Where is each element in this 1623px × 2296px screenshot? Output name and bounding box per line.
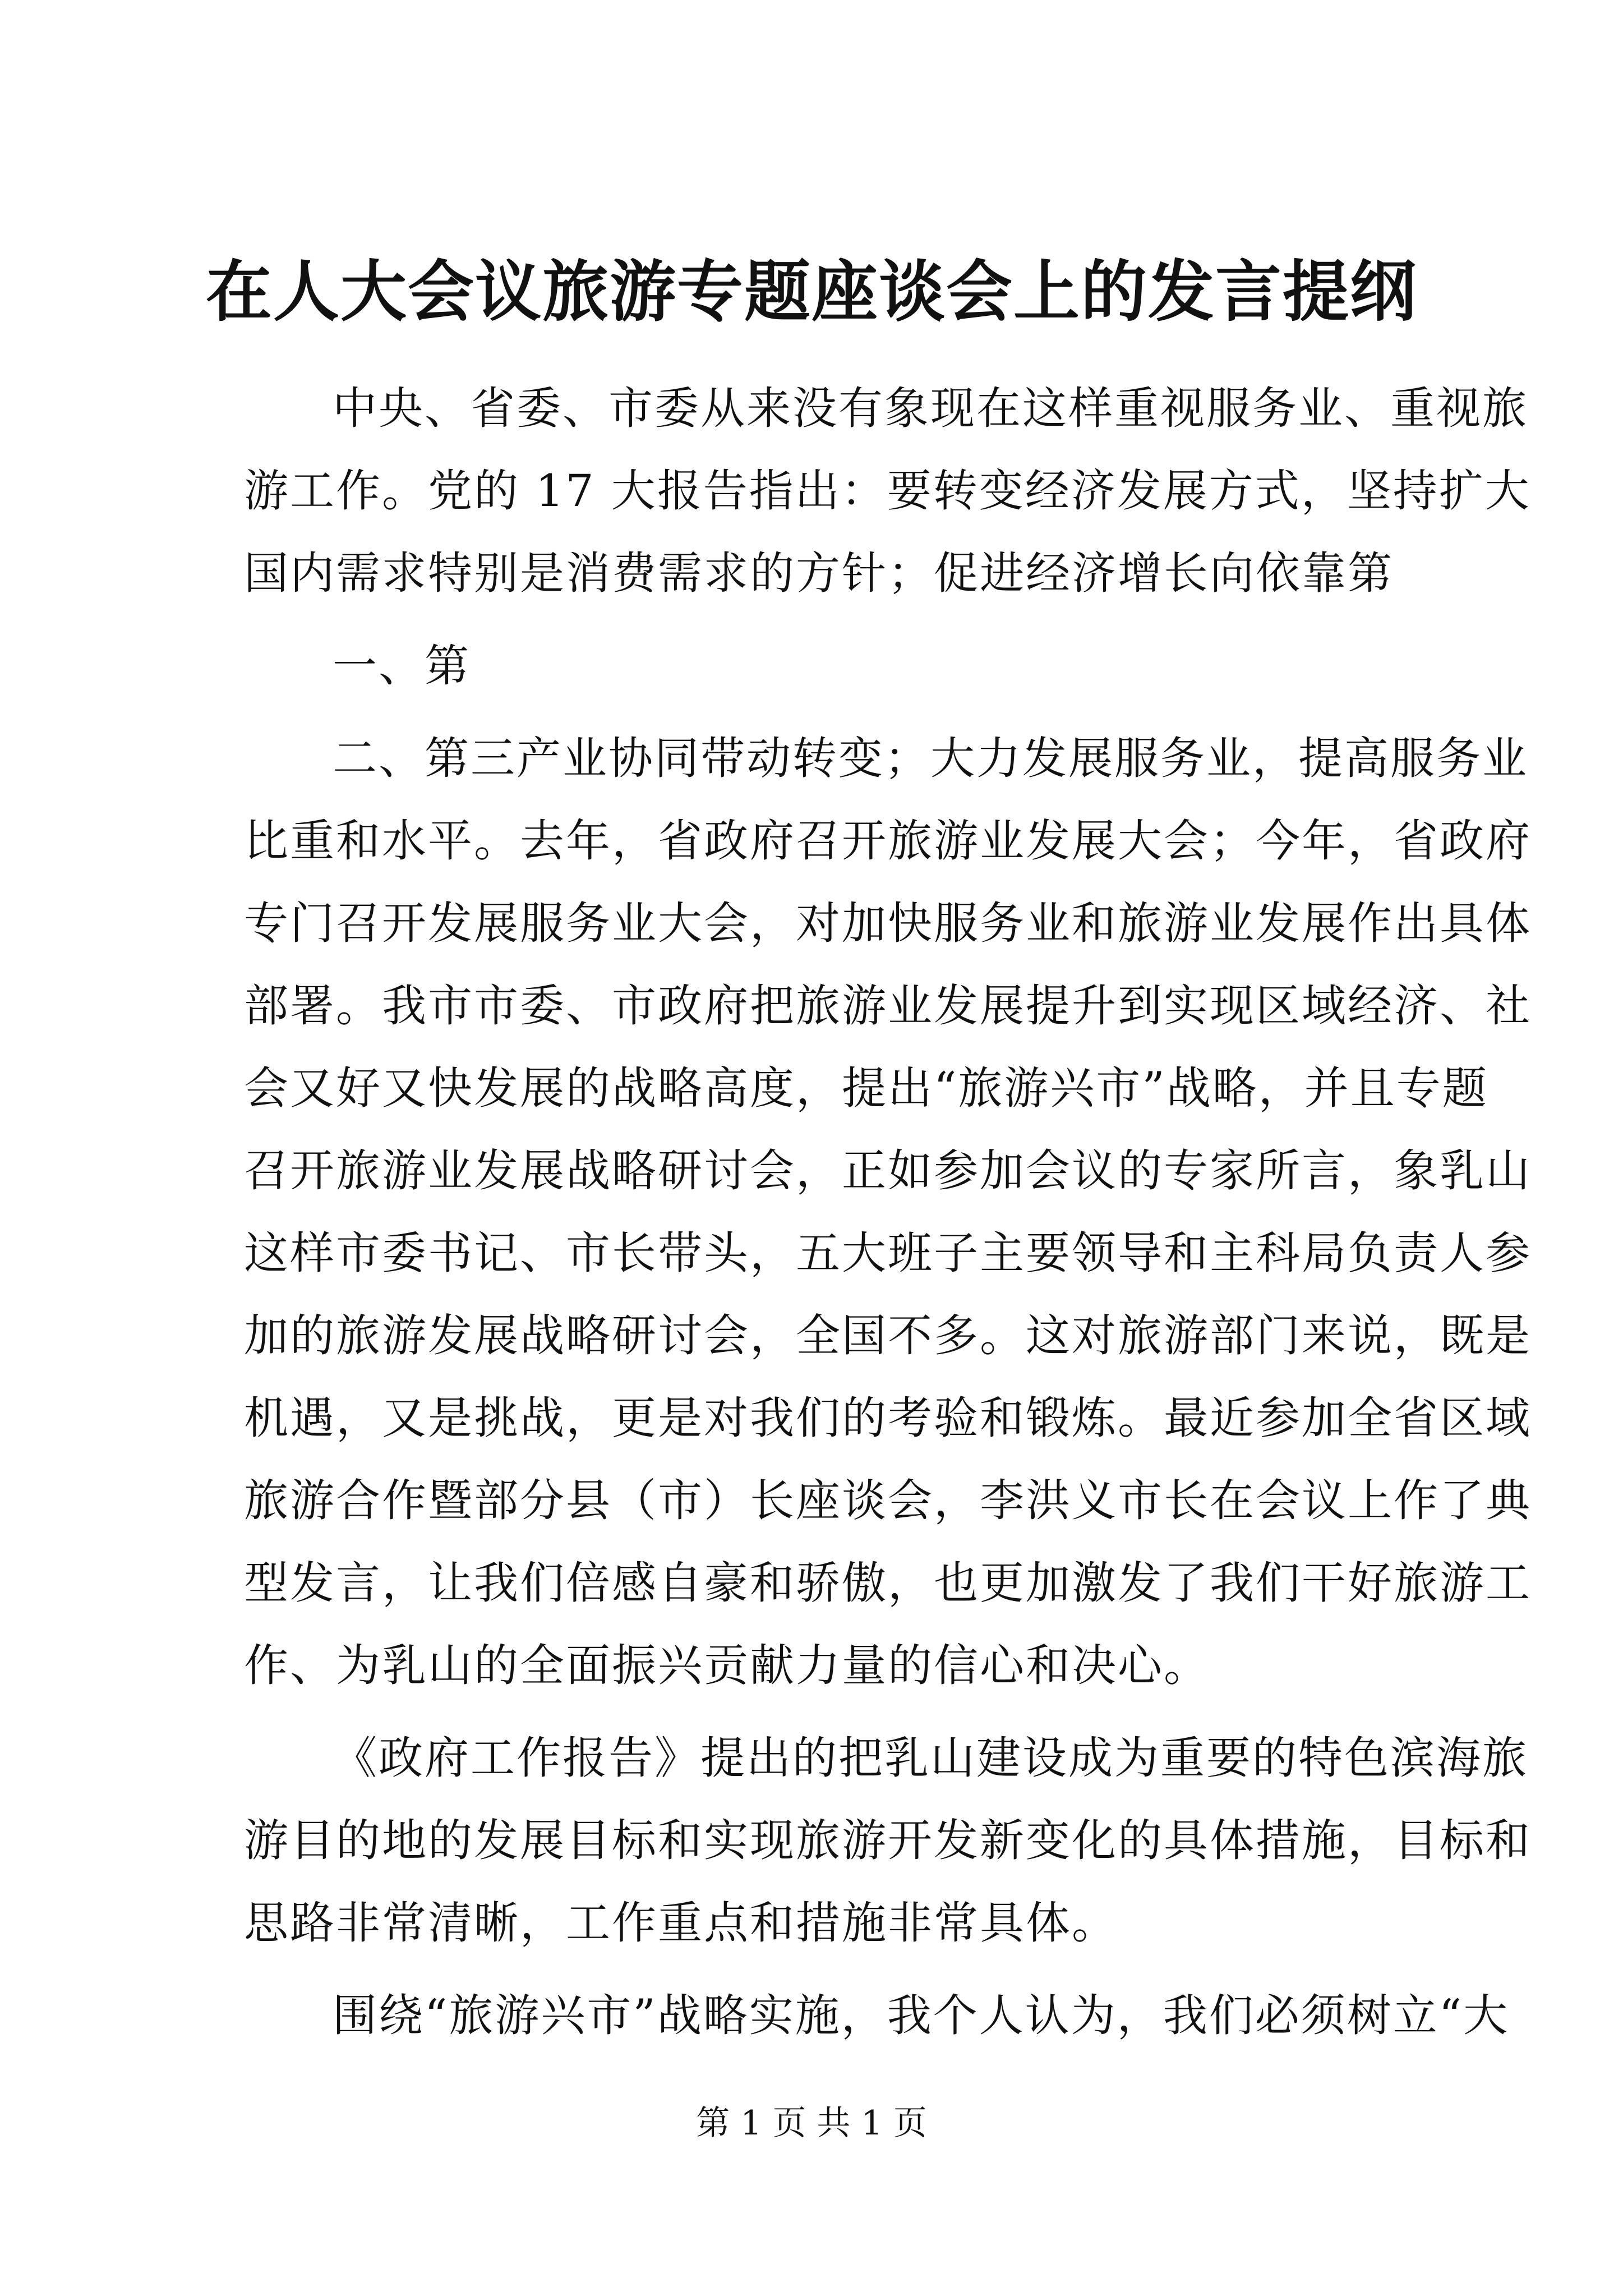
text-line: 召开旅游业发展战略研讨会，正如参加会议的专家所言，象乳山 bbox=[244, 1145, 1532, 1197]
page-footer: 第 1 页 共 1 页 bbox=[696, 2104, 927, 2143]
text-line: 中央、省委、市委从来没有象现在这样重视服务业、重视旅 bbox=[333, 383, 1528, 434]
text-line: 会又好又快发展的战略高度，提出“旅游兴市”战略，并且专题 bbox=[244, 1062, 1488, 1114]
text-line: 比重和水平。去年，省政府召开旅游业发展大会；今年，省政府 bbox=[244, 815, 1532, 867]
text-line: 二、第三产业协同带动转变；大力发展服务业，提高服务业 bbox=[333, 733, 1528, 784]
text-line: 型发言，让我们倍感自豪和骄傲，也更加激发了我们干好旅游工 bbox=[244, 1557, 1532, 1609]
text-line: 部署。我市市委、市政府把旅游业发展提升到实现区域经济、社 bbox=[244, 980, 1532, 1032]
paragraph-3 bbox=[244, 717, 1532, 1707]
text-line: 围绕“旅游兴市”战略实施，我个人认为，我们必须树立“大 bbox=[333, 1990, 1510, 2041]
text-line: 国内需求特别是消费需求的方针；促进经济增长向依靠第 bbox=[244, 547, 1394, 599]
text-line: 机遇，又是挑战，更是对我们的考验和锻炼。最近参加全省区域 bbox=[244, 1392, 1532, 1444]
paragraph-2 bbox=[244, 625, 1433, 707]
text-line: 思路非常清晰，工作重点和措施非常具体。 bbox=[244, 1897, 1118, 1949]
text-line: 专门召开发展服务业大会，对加快服务业和旅游业发展作出具体 bbox=[244, 898, 1532, 949]
text-line: 一、第 bbox=[333, 640, 471, 692]
document-body bbox=[244, 367, 1532, 2057]
document-title: 在人大会议旅游专题座谈会上的发言提纲 bbox=[205, 252, 1417, 330]
paragraph-4 bbox=[244, 1717, 1532, 1964]
text-line: 加的旅游发展战略研讨会，全国不多。这对旅游部门来说，既是 bbox=[244, 1310, 1532, 1361]
text-line: 《政府工作报告》提出的把乳山建设成为重要的特色滨海旅 bbox=[333, 1732, 1528, 1784]
paragraph-1 bbox=[244, 367, 1531, 615]
text-line: 旅游合作暨部分县（市）长座谈会，李洪义市长在会议上作了典 bbox=[244, 1475, 1532, 1526]
text-line: 游目的地的发展目标和实现旅游开发新变化的具体措施，目标和 bbox=[244, 1815, 1532, 1866]
paragraph-5 bbox=[244, 1975, 1510, 2057]
text-line: 这样市委书记、市长带头，五大班子主要领导和主科局负责人参 bbox=[244, 1227, 1532, 1279]
text-line: 作、为乳山的全面振兴贡献力量的信心和决心。 bbox=[244, 1640, 1210, 1691]
text-line: 游工作。党的 17 大报告指出：要转变经济发展方式，坚持扩大 bbox=[244, 465, 1531, 517]
